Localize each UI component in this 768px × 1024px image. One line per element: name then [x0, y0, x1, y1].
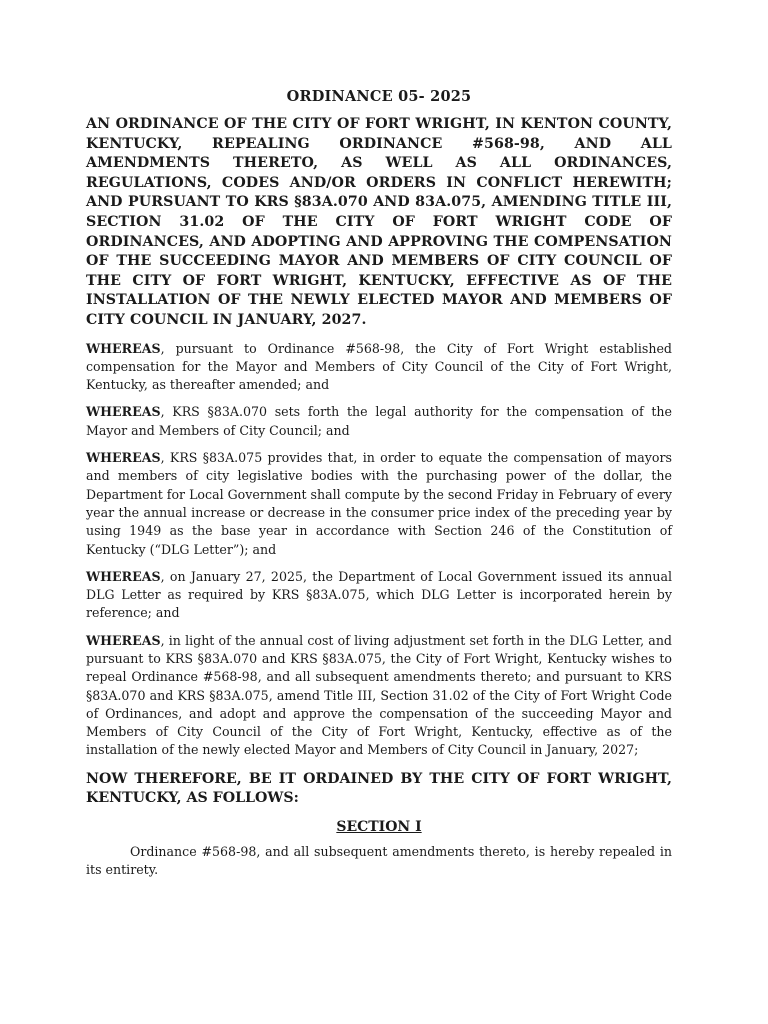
ordain-clause: NOW THEREFORE, BE IT ORDAINED BY THE CITY OF FORT WRIGHT, KENTUCKY, AS FOLLOWS: — [86, 770, 672, 807]
whereas-lead: WHEREAS — [86, 568, 161, 584]
whereas-paragraph-5 — [86, 632, 672, 760]
ordinance-heading: AN ORDINANCE OF THE CITY OF FORT WRIGHT, IN KENTON COUNTY, KENTUCKY, REPEALING ORDINANCE #568-98, AND ALL AMENDMENTS THERETO, AS WELL AS ALL ORDINANCES, REGULATIONS, CODES AND/OR ORDERS IN CONFLICT HEREWITH; AND PURSUANT TO KRS §83A.070 AND 83A.075, AMENDING TITLE III, SECTION 31.02 OF THE CITY OF FORT WRIGHT CODE OF ORDINANCES, AND ADOPTING AND APPROVING THE COMPENSATION OF THE SUCCEEDING MAYOR AND MEMBERS OF CITY COUNCIL OF THE CITY OF FORT WRIGHT, KENTUCKY, EFFECTIVE AS OF THE INSTALLATION OF THE NEWLY ELECTED MAYOR AND MEMBERS OF CITY COUNCIL IN JANUARY, 2027. — [86, 116, 672, 328]
whereas-lead: WHEREAS — [86, 340, 161, 356]
whereas-paragraph-2 — [86, 403, 672, 440]
whereas-text: , pursuant to Ordinance #568-98, the City of Fort Wright established compensation for the Mayor and Members of City Council of the City of Fort Wright, Kentucky, as thereafter amended; and — [86, 340, 672, 393]
whereas-lead: WHEREAS — [86, 450, 161, 466]
whereas-text: , in light of the annual cost of living adjustment set forth in the DLG Letter, and pursuant to KRS §83A.070 and KRS §83A.075, the City of Fort Wright, Kentucky wishes to repeal Ordinance #568-98, and all subsequent amendments thereto; and pursuant to KRS §83A.070 and KRS §83A.075, amend Title III, Section 31.02 of the City of Fort Wright Code of Ordinances, and adopt and approve the compensation of the succeeding Mayor and Members of City Council of the City of Fort Wright, Kentucky, effective as of the installation of the newly elected Mayor and Members of City Council in January, 2027; — [86, 632, 672, 758]
section-body: Ordinance #568-98, and all subsequent amendments thereto, is hereby repealed in its entirety. — [86, 843, 672, 878]
whereas-text: , KRS §83A.070 sets forth the legal authority for the compensation of the Mayor and Members of City Council; and — [86, 404, 672, 438]
whereas-lead: WHEREAS — [86, 404, 161, 420]
section-title: SECTION I — [336, 818, 422, 835]
whereas-text: , on January 27, 2025, the Department of Local Government issued its annual DLG Letter as required by KRS §83A.075, which DLG Letter is incorporated herein by reference; and — [86, 568, 672, 621]
whereas-lead: WHEREAS — [86, 632, 161, 648]
whereas-paragraph-4 — [86, 568, 672, 623]
ordinance-title: ORDINANCE 05- 2025 — [286, 88, 472, 105]
whereas-text: , KRS §83A.075 provides that, in order to equate the compensation of mayors and members of city legislative bodies with the purchasing power of the dollar, the Department for Local Government shall compute by the second Friday in February of every year the annual increase or decrease in the consumer price index of the preceding year by using 1949 as the base year in accordance with Section 246 of the Constitution of Kentucky (“DLG Letter”); and — [86, 450, 672, 557]
whereas-paragraph-3 — [86, 449, 672, 559]
whereas-paragraph-1 — [86, 340, 672, 395]
